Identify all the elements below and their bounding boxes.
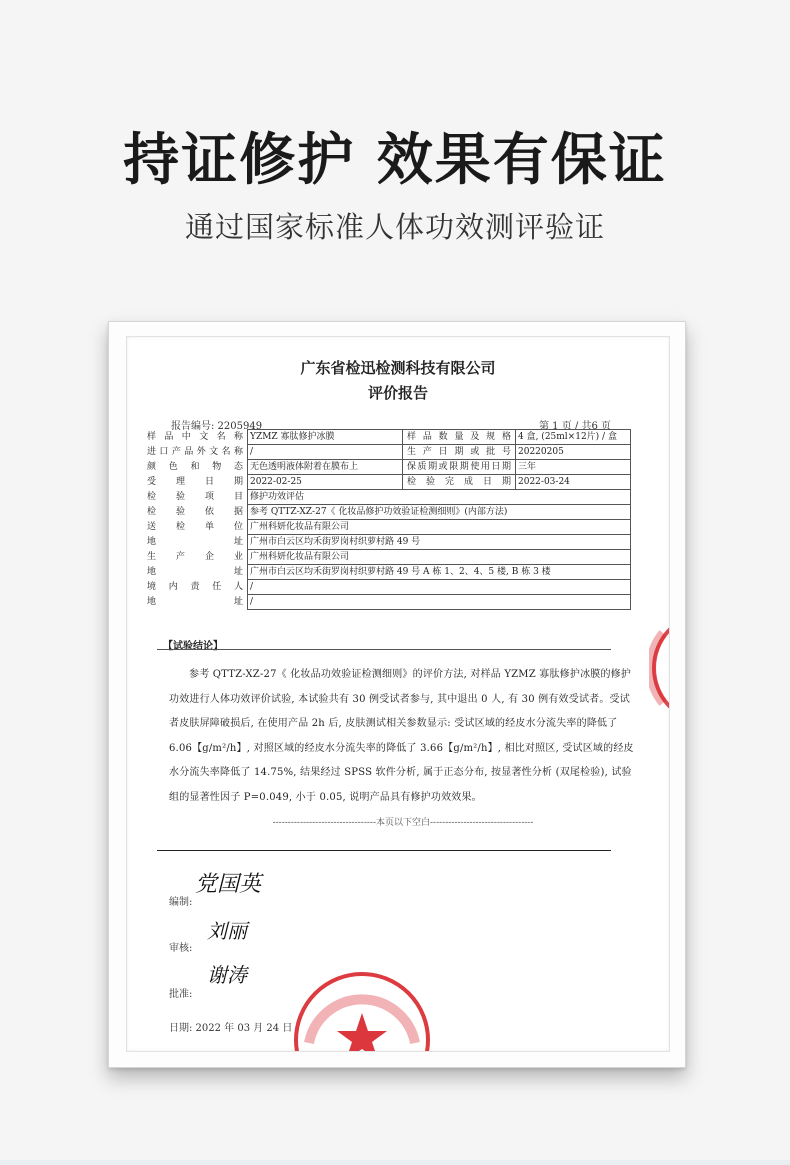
bottom-bar xyxy=(0,1160,790,1165)
row-value: 广州市白云区均禾街罗岗村织萝村路 49 号 xyxy=(248,535,631,550)
row-label: 地址 xyxy=(147,566,243,577)
table-row xyxy=(145,475,631,490)
row-value: 4 盒, (25ml×12片) / 盒 xyxy=(516,430,631,445)
official-stamp-seal xyxy=(287,965,437,1052)
row-label: 生产企业 xyxy=(147,551,243,562)
row-value: 修护功效评估 xyxy=(248,490,631,505)
row-value: YZMZ 寡肽修护冰膜 xyxy=(248,430,403,445)
compile-signature: 党国英 xyxy=(195,872,262,897)
page-indicator: 第 1 页 / 共6 页 xyxy=(539,421,611,432)
report-date: 日期: 2022 年 03 月 24 日 xyxy=(169,1023,293,1034)
table-row xyxy=(145,505,631,520)
company-name: 广东省检迅检测科技有限公司 xyxy=(300,359,496,377)
conclusion-text: 参考 QTTZ-XZ-27《 化妆品功效验证检测细则》的评价方法, 对样品 YZMZ 寡肽修护冰膜的修护功效进行人体功效评价试验, 本试验共有 30 例受试者参与, 其中退出 0 人, 有 30 例有效受试者。受试者皮肤屏障破损后, 在使用产品 2h 后, 皮肤测试相关参数显示: 受试区域的经皮水分流失率的降低了 6.06【g/m²/h】, 对照区域的经皮水分流失率的降低了 3.66【g/m²/h】, 相比对照区, 受试区域的经皮水分流失率降低了 14.75%, 结果经过 SPSS 软件分析, 属于正态分布, 按显著性分析 (双尾检验), 试验组的显著性因子 P=0.049, 小于 0.05, 说明产品具有修护功效效果。 xyxy=(169,669,634,803)
row-label: 检验项目 xyxy=(147,491,243,502)
table-row xyxy=(145,445,631,460)
side-stamp-seal xyxy=(649,603,670,733)
review-label: 审核: xyxy=(169,943,193,954)
row-label: 送检单位 xyxy=(147,521,243,532)
divider xyxy=(157,850,611,851)
row-value: 广州科妍化妆品有限公司 xyxy=(248,520,631,535)
row-label: 境内责任人 xyxy=(147,581,243,592)
row-value: / xyxy=(248,445,403,460)
row-label: 受理日期 xyxy=(147,476,243,487)
row-value: 无色透明液体附着在膜布上 xyxy=(248,460,403,475)
report-title: 评价报告 xyxy=(367,384,428,402)
row-value: 广州科妍化妆品有限公司 xyxy=(248,550,631,565)
report-number: 报告编号: 2205949 xyxy=(171,421,263,432)
row-label: 检验依据 xyxy=(147,506,243,517)
row-value: 广州市白云区均禾街罗岗村织萝村路 49 号 A 栋 1、2、4、5 楼, B 栋 3 楼 xyxy=(248,565,631,580)
table-row xyxy=(145,550,631,565)
row-value: 参考 QTTZ-XZ-27《 化妆品修护功效验证检测细则》(内部方法) xyxy=(248,505,631,520)
row-label: 样品中文名称 xyxy=(147,431,243,442)
certificate-frame xyxy=(108,321,686,1068)
row-label: 颜色和物态 xyxy=(147,461,243,472)
review-signature: 刘丽 xyxy=(207,919,247,943)
approve-label: 批准: xyxy=(169,989,193,1000)
row-label: 地址 xyxy=(147,536,243,547)
row-value: 20220205 xyxy=(516,445,631,460)
row-value: / xyxy=(248,580,631,595)
row-label: 保质期或限期使用日期 xyxy=(403,460,516,475)
report-paper xyxy=(126,336,670,1052)
row-value: 三年 xyxy=(516,460,631,475)
row-label: 样品数量及规格 xyxy=(403,430,516,445)
table-row xyxy=(145,460,631,475)
blank-note: ----------------------------------本页以下空白---------------------------------- xyxy=(272,818,534,828)
table-row xyxy=(145,520,631,535)
row-label: 进口产品外文名称 xyxy=(147,446,243,457)
table-row xyxy=(145,430,631,445)
row-value: 2022-03-24 xyxy=(516,475,631,490)
row-value: 2022-02-25 xyxy=(248,475,403,490)
row-value: / xyxy=(248,595,631,610)
divider xyxy=(157,649,611,650)
conclusion-title: 【试验结论】 xyxy=(163,641,223,652)
table-row xyxy=(145,580,631,595)
table-row xyxy=(145,535,631,550)
compile-label: 编制: xyxy=(169,897,193,908)
table-row xyxy=(145,565,631,580)
row-label: 检验完成日期 xyxy=(403,475,516,490)
approve-signature: 谢涛 xyxy=(207,963,247,987)
table-row xyxy=(145,490,631,505)
subheadline: 通过国家标准人体功效测评验证 xyxy=(184,210,605,244)
headline: 持证修护 效果有保证 xyxy=(123,128,667,193)
report-table xyxy=(145,429,631,610)
row-label: 生产日期或批号 xyxy=(403,445,516,460)
table-row xyxy=(145,595,631,610)
row-label: 地址 xyxy=(147,596,243,607)
